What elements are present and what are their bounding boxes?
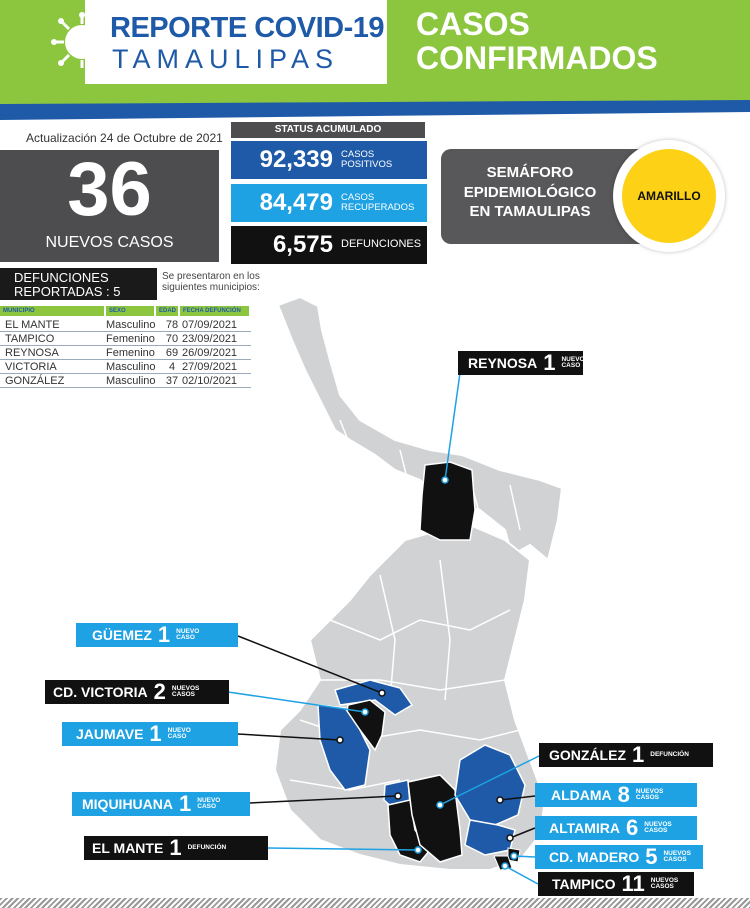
deaths-number: 6,575 bbox=[272, 231, 333, 258]
positive-number: 92,339 bbox=[259, 146, 333, 173]
section-title-line1: CASOS bbox=[416, 6, 530, 42]
callout-jaumave: JAUMAVE 1 NUEVO CASO bbox=[62, 722, 238, 746]
callout-tampico: TAMPICO 11 NUEVOS CASOS bbox=[538, 872, 694, 896]
callout-madero: CD. MADERO 5 NUEVOS CASOS bbox=[535, 845, 703, 869]
callout-altamira: ALTAMIRA 6 NUEVOS CASOS bbox=[535, 816, 697, 840]
map-reynosa bbox=[420, 462, 475, 540]
callout-gonzalez: GONZÁLEZ 1 DEFUNCIÓN bbox=[539, 743, 713, 767]
col-municipio: MUNICIPIO bbox=[0, 306, 104, 316]
table-row: EL MANTE Masculino 78 07/09/2021 bbox=[0, 318, 251, 332]
deaths-label: DEFUNCIONES bbox=[341, 238, 422, 251]
table-row: REYNOSA Femenino 69 26/09/2021 bbox=[0, 346, 251, 360]
callout-victoria: CD. VICTORIA 2 NUEVOS CASOS bbox=[45, 680, 229, 704]
col-edad: EDAD bbox=[156, 306, 178, 316]
table-row: TAMPICO Femenino 70 23/09/2021 bbox=[0, 332, 251, 346]
status-header: STATUS ACUMULADO bbox=[231, 122, 425, 138]
table-row: GONZÁLEZ Masculino 37 02/10/2021 bbox=[0, 374, 251, 388]
positive-label: CASOS POSITIVOS bbox=[341, 149, 393, 170]
col-sexo: SEXO bbox=[106, 306, 154, 316]
new-cases-number: 36 bbox=[67, 147, 152, 232]
update-date: Actualización 24 de Octubre de 2021 bbox=[26, 131, 223, 145]
recovered-number: 84,479 bbox=[259, 189, 333, 216]
report-subtitle: TAMAULIPAS bbox=[112, 44, 340, 74]
table-row: VICTORIA Masculino 4 27/09/2021 bbox=[0, 360, 251, 374]
section-title-line2: CONFIRMADOS bbox=[416, 39, 658, 76]
semaforo-level: AMARILLO bbox=[622, 149, 716, 243]
deaths-reported-header: DEFUNCIONES REPORTADAS : 5 bbox=[0, 268, 157, 300]
callout-reynosa: REYNOSA 1 NUEVO CASO bbox=[458, 351, 583, 375]
callout-guemez: GÜEMEZ 1 NUEVO CASO bbox=[76, 623, 238, 647]
col-fecha: FECHA DEFUNCIÓN bbox=[180, 306, 249, 316]
callout-mante: EL MANTE 1 DEFUNCIÓN bbox=[84, 836, 268, 860]
report-title: REPORTE COVID-19 bbox=[110, 12, 384, 44]
callout-miquihuana: MIQUIHUANA 1 NUEVO CASO bbox=[72, 792, 250, 816]
callout-aldama: ALDAMA 8 NUEVOS CASOS bbox=[535, 783, 697, 807]
deaths-note: Se presentaron en los siguientes municipios: bbox=[162, 271, 260, 293]
recovered-label: CASOS RECUPERADOS bbox=[341, 192, 415, 213]
bottom-pattern bbox=[0, 898, 750, 908]
semaforo-title: SEMÁFORO EPIDEMIOLÓGICO EN TAMAULIPAS bbox=[463, 164, 597, 220]
new-cases-label: NUEVOS CASOS bbox=[45, 234, 174, 251]
